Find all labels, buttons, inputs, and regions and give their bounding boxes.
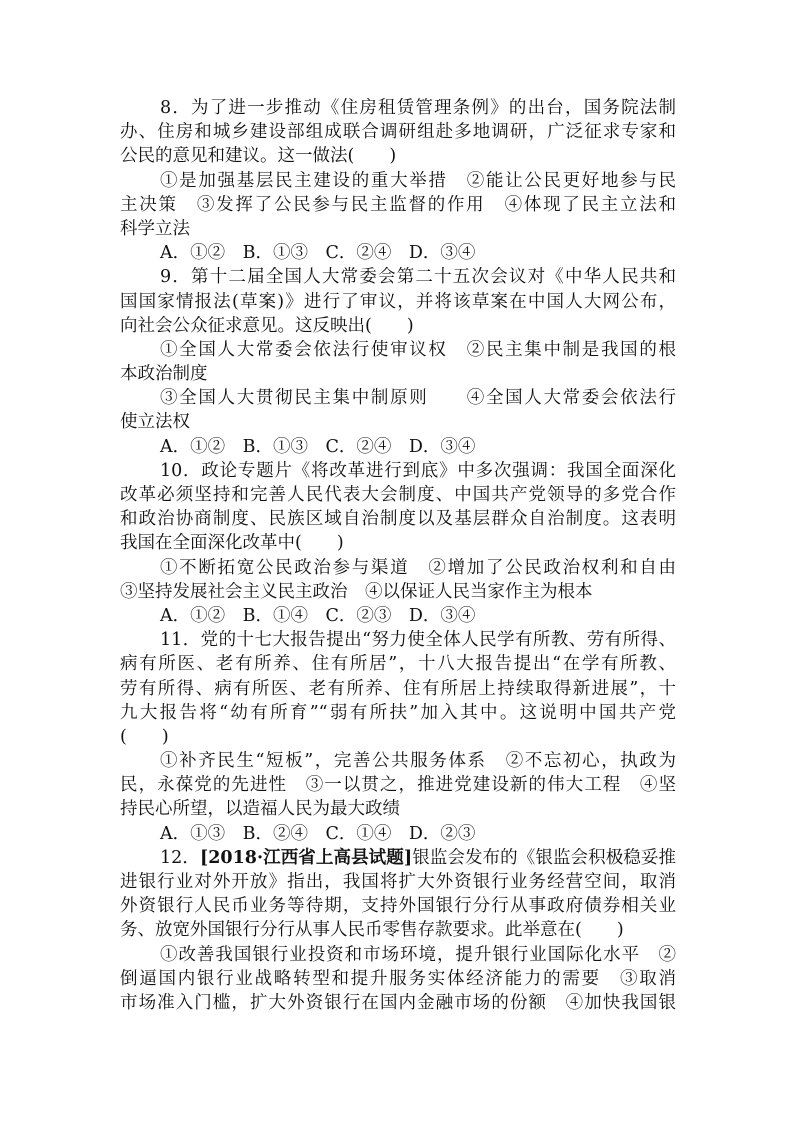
question-stem-line: 外资银行人民币业务等待期，支持外国银行分行从事政府债券相关业: [120, 896, 676, 917]
question-stem-line: 进银行业对外开放》指出，我国将扩大外资银行业务经营空间，取消: [120, 872, 676, 892]
question-stem-line: 9．第十二届全国人大常委会第二十五次会议对《中华人民共和: [160, 267, 676, 288]
statement-line: ③坚持发展社会主义民主政治 ④以保证人民当家作主为根本: [120, 581, 593, 602]
question-stem-line: 11．党的十七大报告提出“努力使全体人民学有所教、劳有所得、: [160, 630, 676, 651]
question-stem-line: 公民的意见和建议。这一做法( ): [120, 146, 397, 167]
question-source: [2018·江西省上高县试题]: [199, 847, 413, 868]
question-10: [120, 459, 676, 628]
answer-choices: A．①② B．①④ C．②③ D．③④: [160, 605, 476, 626]
question-stem-line: 和政治协商制度、民族区域自治制度以及基层群众自治制度。这表明: [120, 509, 676, 530]
answer-choices: A．①③ B．②④ C．①④ D．②③: [160, 823, 476, 844]
question-stem-line: 8．为了进一步推动《住房租赁管理条例》的出台，国务院法制: [160, 98, 676, 118]
question-stem-line: 劳有所得、病有所医、老有所养、住有所居上持续取得新进展”，十: [120, 678, 676, 699]
question-12: [120, 846, 676, 1015]
statement-line: 本政治制度: [120, 364, 208, 385]
statement-line: ③全国人大贯彻民主集中制原则 ④全国人大常委会依法行: [160, 388, 676, 409]
question-9: [120, 265, 676, 459]
question-stem-line: 向社会公众征求意见。这反映出( ): [120, 315, 414, 336]
question-stem-line: [120, 846, 676, 870]
statement-line: ①不断拓宽公民政治参与渠道 ②增加了公民政治权利和自由: [160, 557, 676, 578]
statement-line: ①是加强基层民主建设的重大举措 ②能让公民更好地参与民: [160, 170, 676, 191]
statement-line: ①改善我国银行业投资和市场环境，提升银行业国际化水平 ②: [160, 944, 676, 965]
question-stem-line: 务、放宽外国银行分行从事人民币零售存款要求。此举意在( ): [120, 920, 624, 941]
statement-line: 市场准入门槛，扩大外资银行在国内金融市场的份额 ④加快我国银: [120, 992, 676, 1013]
question-stem-line: 病有所医、老有所养、住有所居”，十八大报告提出“在学有所教、: [120, 654, 676, 675]
answer-choices: A．①② B．①③ C．②④ D．③④: [160, 436, 476, 457]
question-stem-line: 改革必须坚持和完善人民代表大会制度、中国共产党领导的多党合作: [120, 485, 676, 505]
question-stem-line: ( ): [120, 726, 169, 747]
statement-line: ①补齐民生“短板”，完善公共服务体系 ②不忘初心，执政为: [160, 751, 676, 772]
statement-line: 倒逼国内银行业战略转型和提升服务实体经济能力的需要 ③取消: [120, 968, 676, 989]
statement-line: 主决策 ③发挥了公民参与民主监督的作用 ④体现了民主立法和: [120, 194, 676, 215]
answer-choices: A．①② B．①③ C．②④ D．③④: [160, 243, 476, 264]
question-number: 12．: [160, 847, 200, 868]
statement-line: 科学立法: [120, 218, 190, 239]
question-stem-line: 办、住房和城乡建设部组成联合调研组赴多地调研，广泛征求专家和: [120, 122, 676, 143]
statement-line: 民，永葆党的先进性 ③一以贯之，推进党建设新的伟大工程 ④坚: [120, 775, 676, 796]
statement-line: 使立法权: [120, 412, 190, 433]
question-stem-line: 10．政论专题片《将改革进行到底》中多次强调：我国全面深化: [160, 460, 676, 481]
question-8: [120, 96, 676, 265]
question-11: [120, 628, 676, 846]
question-stem-text: 银监会发布的《银监会积极稳妥推: [412, 847, 677, 868]
question-stem-line: 我国在全面深化改革中( ): [120, 533, 344, 554]
question-stem-line: 九大报告将“幼有所育”“弱有所扶”加入其中。这说明中国共产党: [120, 702, 676, 723]
statement-line: 持民心所望，以造福人民为最大政绩: [120, 799, 400, 820]
question-stem-line: 国国家情报法(草案)》进行了审议，并将该草案在中国人大网公布，: [120, 291, 676, 312]
question-list: [120, 96, 676, 1015]
statement-line: ①全国人大常委会依法行使审议权 ②民主集中制是我国的根: [160, 339, 676, 360]
